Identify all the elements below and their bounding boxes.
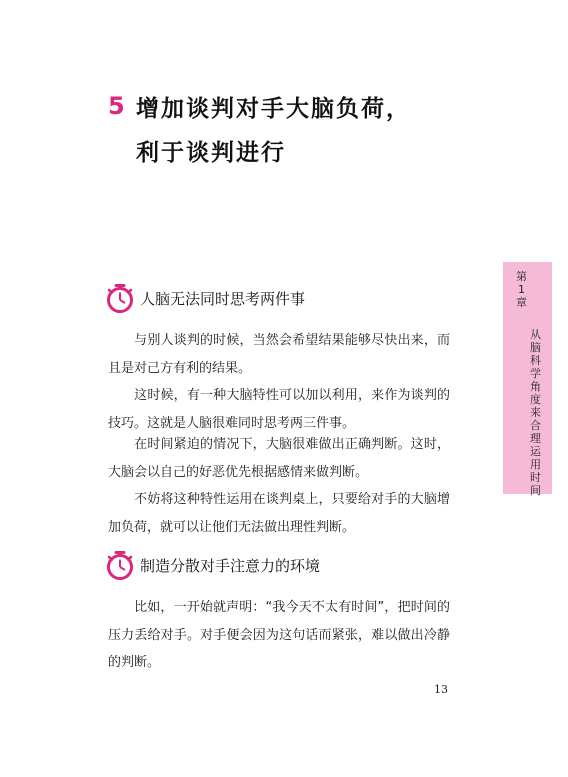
side-tab-title: 从脑科学角度来合理运用时间	[530, 328, 541, 497]
stopwatch-icon	[104, 550, 136, 580]
paragraph: 这时候，有一种大脑特性可以加以利用，来作为谈判的技巧。这就是人脑很难同时思考两三件事。	[108, 388, 450, 431]
side-tab-chapter: 第1章	[516, 270, 527, 309]
page-title-line-2: 利于谈判进行	[136, 140, 286, 166]
paragraph: 不妨将这种特性运用在谈判桌上，只要给对手的大脑增加负荷，就可以让他们无法做出理性判断。	[108, 492, 450, 535]
page-number: 13	[434, 683, 448, 696]
section-1-title: 人脑无法同时思考两件事	[140, 290, 306, 308]
paragraph: 在时间紧迫的情况下，大脑很难做出正确判断。这时，大脑会以自己的好恶优先根据感情来做判断。	[108, 437, 450, 480]
paragraph: 比如，一开始就声明：“我今天不太有时间”，把时间的压力丢给对手。对手便会因为这句话而紧张，难以做出冷静的判断。	[108, 600, 450, 670]
section-number: 5	[108, 92, 125, 120]
stopwatch-icon	[104, 283, 136, 313]
chapter-side-tab	[503, 262, 552, 497]
page-title-line-1: 增加谈判对手大脑负荷，	[136, 96, 411, 122]
paragraph: 与别人谈判的时候，当然会希望结果能够尽快出来，而且是对己方有利的结果。	[108, 333, 450, 376]
section-2-title: 制造分散对手注意力的环境	[140, 557, 321, 575]
